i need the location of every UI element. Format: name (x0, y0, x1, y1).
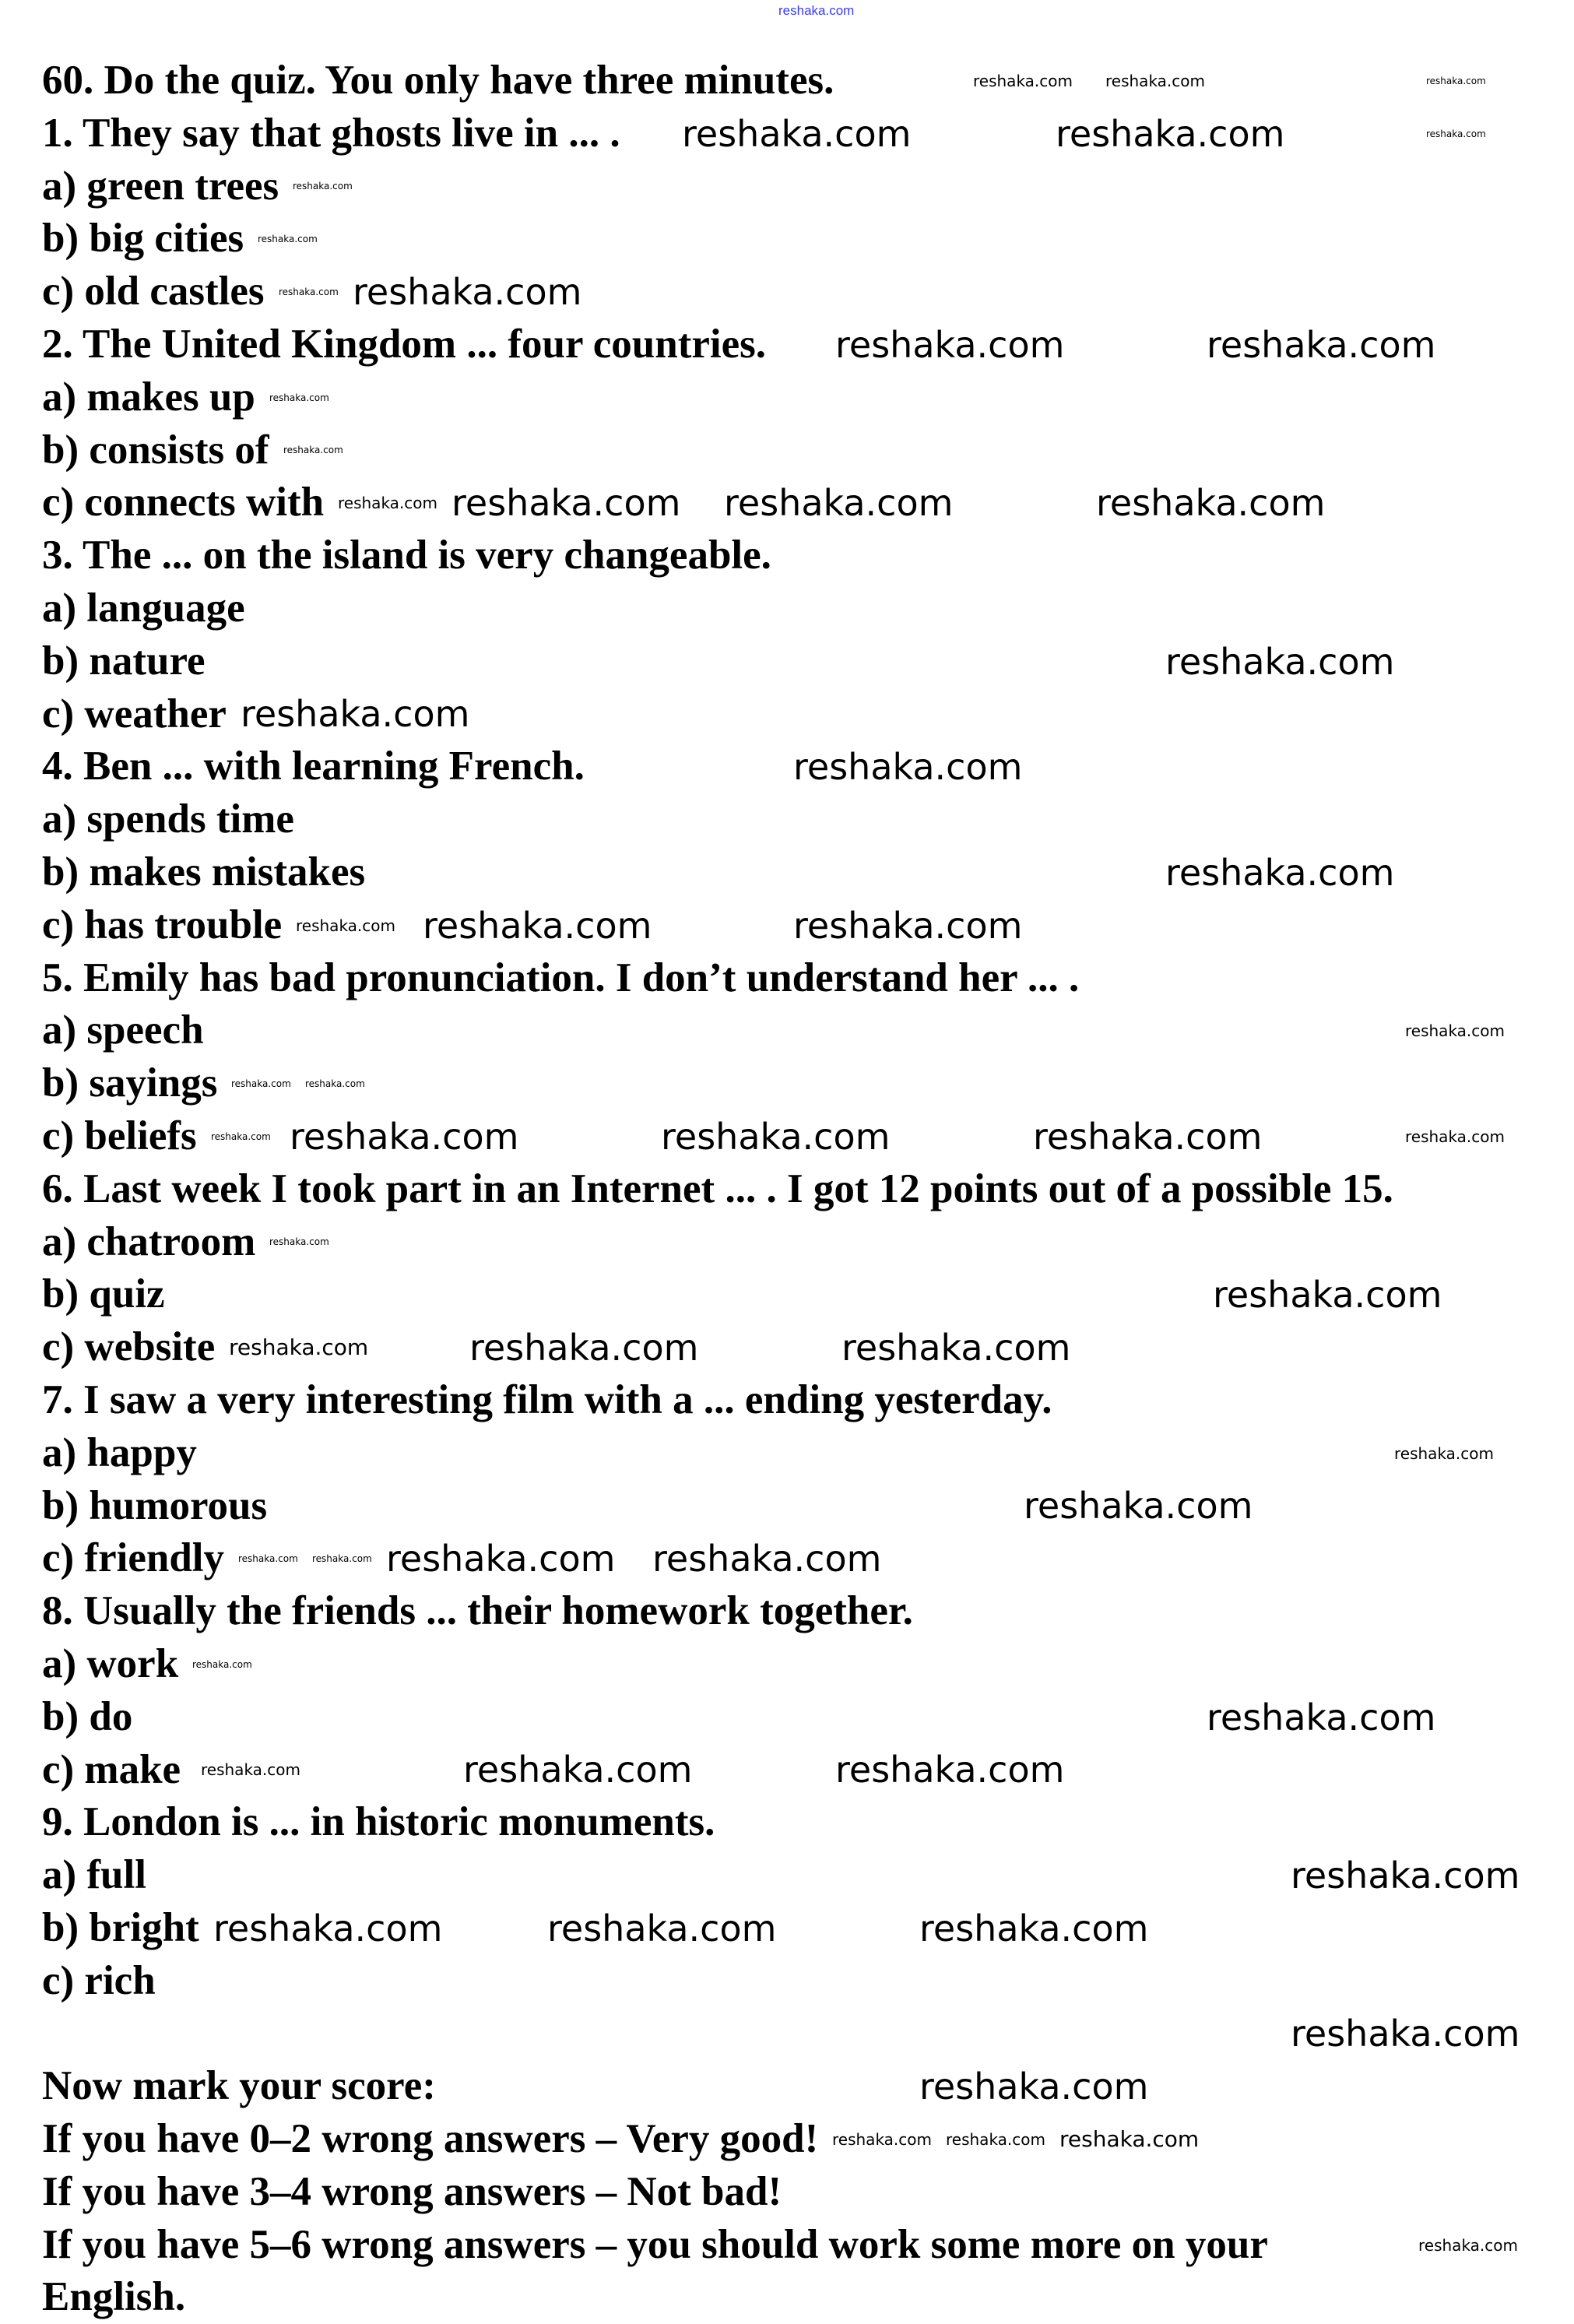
watermark: reshaka.com (312, 1553, 372, 1565)
watermark: reshaka.com (1165, 851, 1395, 894)
watermark: reshaka.com (279, 287, 339, 298)
watermark: reshaka.com (1405, 1127, 1505, 1146)
watermark: reshaka.com (1405, 1021, 1505, 1041)
watermark: reshaka.com (1394, 1443, 1494, 1463)
option: b) consists of (42, 427, 269, 473)
watermark: reshaka.com (1418, 2235, 1518, 2255)
watermark: reshaka.com (258, 234, 318, 245)
watermark: reshaka.com (946, 2129, 1045, 2149)
option: a) spends time (42, 796, 294, 842)
watermark: reshaka.com (192, 1658, 252, 1670)
watermark: reshaka.com (469, 1327, 699, 1369)
option: b) nature (42, 638, 206, 684)
option: c) make (42, 1746, 181, 1792)
option: a) green trees (42, 163, 279, 209)
option: c) weather (42, 691, 227, 737)
option-line (42, 424, 1574, 477)
score-line: English. (42, 2274, 186, 2320)
watermark: reshaka.com (652, 1538, 882, 1580)
watermark: reshaka.com (463, 1749, 693, 1791)
question-line (42, 1374, 1574, 1427)
option-line (42, 213, 1574, 265)
score-section (42, 2060, 1574, 2324)
option: a) language (42, 585, 245, 631)
watermark: reshaka.com (919, 1907, 1149, 1950)
watermark: reshaka.com (290, 1115, 519, 1158)
question-block (42, 1585, 1574, 1796)
watermark: reshaka.com (1207, 323, 1436, 366)
watermark: reshaka.com (211, 1130, 271, 1142)
score-line: If you have 5–6 wrong answers – you should work some more on your (42, 2221, 1268, 2267)
watermark: reshaka.com (241, 693, 470, 736)
question-text: 3. The ... on the island is very changeable. (42, 533, 771, 578)
option-line (42, 1268, 1574, 1321)
watermark: reshaka.com (305, 1078, 365, 1090)
question-line (42, 318, 1574, 371)
watermark: reshaka.com (229, 1334, 369, 1361)
question-block (42, 1796, 1574, 2007)
score-line-row (42, 2219, 1574, 2272)
option: a) happy (42, 1429, 197, 1475)
question-text: 4. Ben ... with learning French. (42, 744, 585, 789)
quiz-document (42, 54, 1574, 2324)
option: a) work (42, 1640, 179, 1686)
watermark: reshaka.com (1024, 1485, 1253, 1528)
watermark: reshaka.com (793, 904, 1023, 947)
option: b) bright (42, 1904, 199, 1950)
option: b) sayings (42, 1060, 218, 1106)
question-block (42, 1163, 1574, 1374)
question-text: 1. They say that ghosts live in ... . (42, 110, 620, 156)
score-line-row (42, 2113, 1574, 2166)
question-block (42, 952, 1574, 1163)
question-text: 9. London is ... in historic monuments. (42, 1799, 715, 1845)
option-line (42, 1480, 1574, 1533)
option-line (42, 1638, 1574, 1691)
option-line (42, 371, 1574, 424)
score-line-row (42, 2271, 1574, 2324)
option: b) big cities (42, 216, 244, 262)
watermark: reshaka.com (1059, 2125, 1200, 2152)
question-block (42, 740, 1574, 951)
header-watermark: reshaka.com (778, 3, 855, 18)
watermark: reshaka.com (1291, 2013, 1520, 2055)
option-line (42, 1849, 1574, 1902)
question-text: 5. Emily has bad pronunciation. I don’t understand her ... . (42, 955, 1080, 1000)
score-line: If you have 3–4 wrong answers – Not bad! (42, 2168, 782, 2214)
option-line (42, 160, 1574, 213)
option: b) do (42, 1693, 133, 1739)
option-line (42, 582, 1574, 635)
option-line (42, 1691, 1574, 1744)
option: b) makes mistakes (42, 849, 366, 895)
watermark: reshaka.com (832, 2129, 932, 2149)
spacer (42, 2007, 1574, 2060)
watermark: reshaka.com (1033, 1115, 1263, 1158)
question-line (42, 1796, 1574, 1849)
watermark: reshaka.com (283, 445, 343, 456)
option: a) full (42, 1852, 146, 1898)
option: b) quiz (42, 1271, 165, 1317)
watermark: reshaka.com (1105, 71, 1205, 90)
watermark: reshaka.com (1096, 482, 1326, 525)
score-heading-line (42, 2060, 1574, 2113)
option: c) has trouble (42, 902, 283, 948)
question-text: 2. The United Kingdom ... four countries. (42, 321, 767, 367)
watermark: reshaka.com (835, 1749, 1065, 1791)
watermark: reshaka.com (724, 482, 954, 525)
option: c) old castles (42, 269, 265, 315)
option: a) speech (42, 1007, 204, 1053)
watermark: reshaka.com (661, 1115, 891, 1158)
score-heading: Now mark your score: (42, 2063, 436, 2109)
watermark: reshaka.com (238, 1553, 298, 1565)
watermark: reshaka.com (1207, 1696, 1436, 1739)
option: c) connects with (42, 480, 325, 526)
option-line (42, 1321, 1574, 1374)
option-line (42, 1955, 1574, 2008)
option-line (42, 265, 1574, 318)
option-line (42, 1216, 1574, 1269)
option-line (42, 1744, 1574, 1797)
watermark: reshaka.com (973, 71, 1073, 90)
option-line (42, 846, 1574, 899)
watermark: reshaka.com (919, 2066, 1149, 2108)
watermark: reshaka.com (793, 746, 1023, 789)
option-line (42, 899, 1574, 952)
watermark: reshaka.com (269, 1236, 329, 1248)
question-text: 7. I saw a very interesting film with a ... ending yesterday. (42, 1376, 1052, 1422)
question-line (42, 740, 1574, 793)
watermark: reshaka.com (386, 1538, 616, 1580)
option-line (42, 793, 1574, 846)
watermark: reshaka.com (423, 904, 652, 947)
question-block (42, 1374, 1574, 1585)
question-line (42, 107, 1574, 160)
watermark: reshaka.com (293, 181, 353, 192)
option-line (42, 1057, 1574, 1110)
watermark: reshaka.com (451, 482, 681, 525)
option: c) friendly (42, 1535, 225, 1581)
option: c) website (42, 1324, 216, 1370)
watermark: reshaka.com (1426, 75, 1486, 86)
watermark: reshaka.com (1056, 112, 1285, 155)
option-line (42, 1110, 1574, 1163)
watermark: reshaka.com (269, 392, 329, 403)
watermark: reshaka.com (213, 1907, 443, 1950)
option: c) rich (42, 1957, 156, 2003)
question-line (42, 1585, 1574, 1638)
watermark: reshaka.com (835, 323, 1065, 366)
watermark: reshaka.com (547, 1907, 777, 1950)
option-line (42, 688, 1574, 741)
watermark: reshaka.com (682, 112, 912, 155)
option-line (42, 1427, 1574, 1480)
score-line-row (42, 2166, 1574, 2219)
option-line (42, 1004, 1574, 1057)
question-block (42, 529, 1574, 740)
watermark: reshaka.com (1213, 1274, 1442, 1317)
option-line (42, 1902, 1574, 1955)
question-block (42, 107, 1574, 318)
question-text: 6. Last week I took part in an Internet ... . I got 12 points out of a possible 15. (42, 1166, 1393, 1211)
exercise-title: 60. Do the quiz. You only have three minutes. (42, 58, 834, 103)
option: c) beliefs (42, 1113, 197, 1158)
option-line (42, 476, 1574, 529)
watermark: reshaka.com (231, 1078, 291, 1090)
option-line (42, 1532, 1574, 1585)
question-text: 8. Usually the friends ... their homework together. (42, 1588, 913, 1634)
watermark: reshaka.com (1426, 128, 1486, 139)
question-block (42, 318, 1574, 529)
question-line (42, 952, 1574, 1005)
option: a) makes up (42, 374, 255, 420)
question-line (42, 1163, 1574, 1216)
option-line (42, 635, 1574, 688)
exercise-title-line (42, 54, 1574, 107)
watermark: reshaka.com (296, 916, 395, 935)
option: a) chatroom (42, 1218, 256, 1264)
question-line (42, 529, 1574, 582)
watermark: reshaka.com (353, 271, 582, 314)
watermark: reshaka.com (201, 1760, 300, 1780)
watermark: reshaka.com (338, 494, 437, 513)
option: b) humorous (42, 1482, 268, 1528)
watermark: reshaka.com (1165, 640, 1395, 683)
watermark: reshaka.com (841, 1327, 1071, 1369)
watermark: reshaka.com (1291, 1854, 1520, 1897)
score-line: If you have 0–2 wrong answers – Very good! (42, 2116, 819, 2162)
